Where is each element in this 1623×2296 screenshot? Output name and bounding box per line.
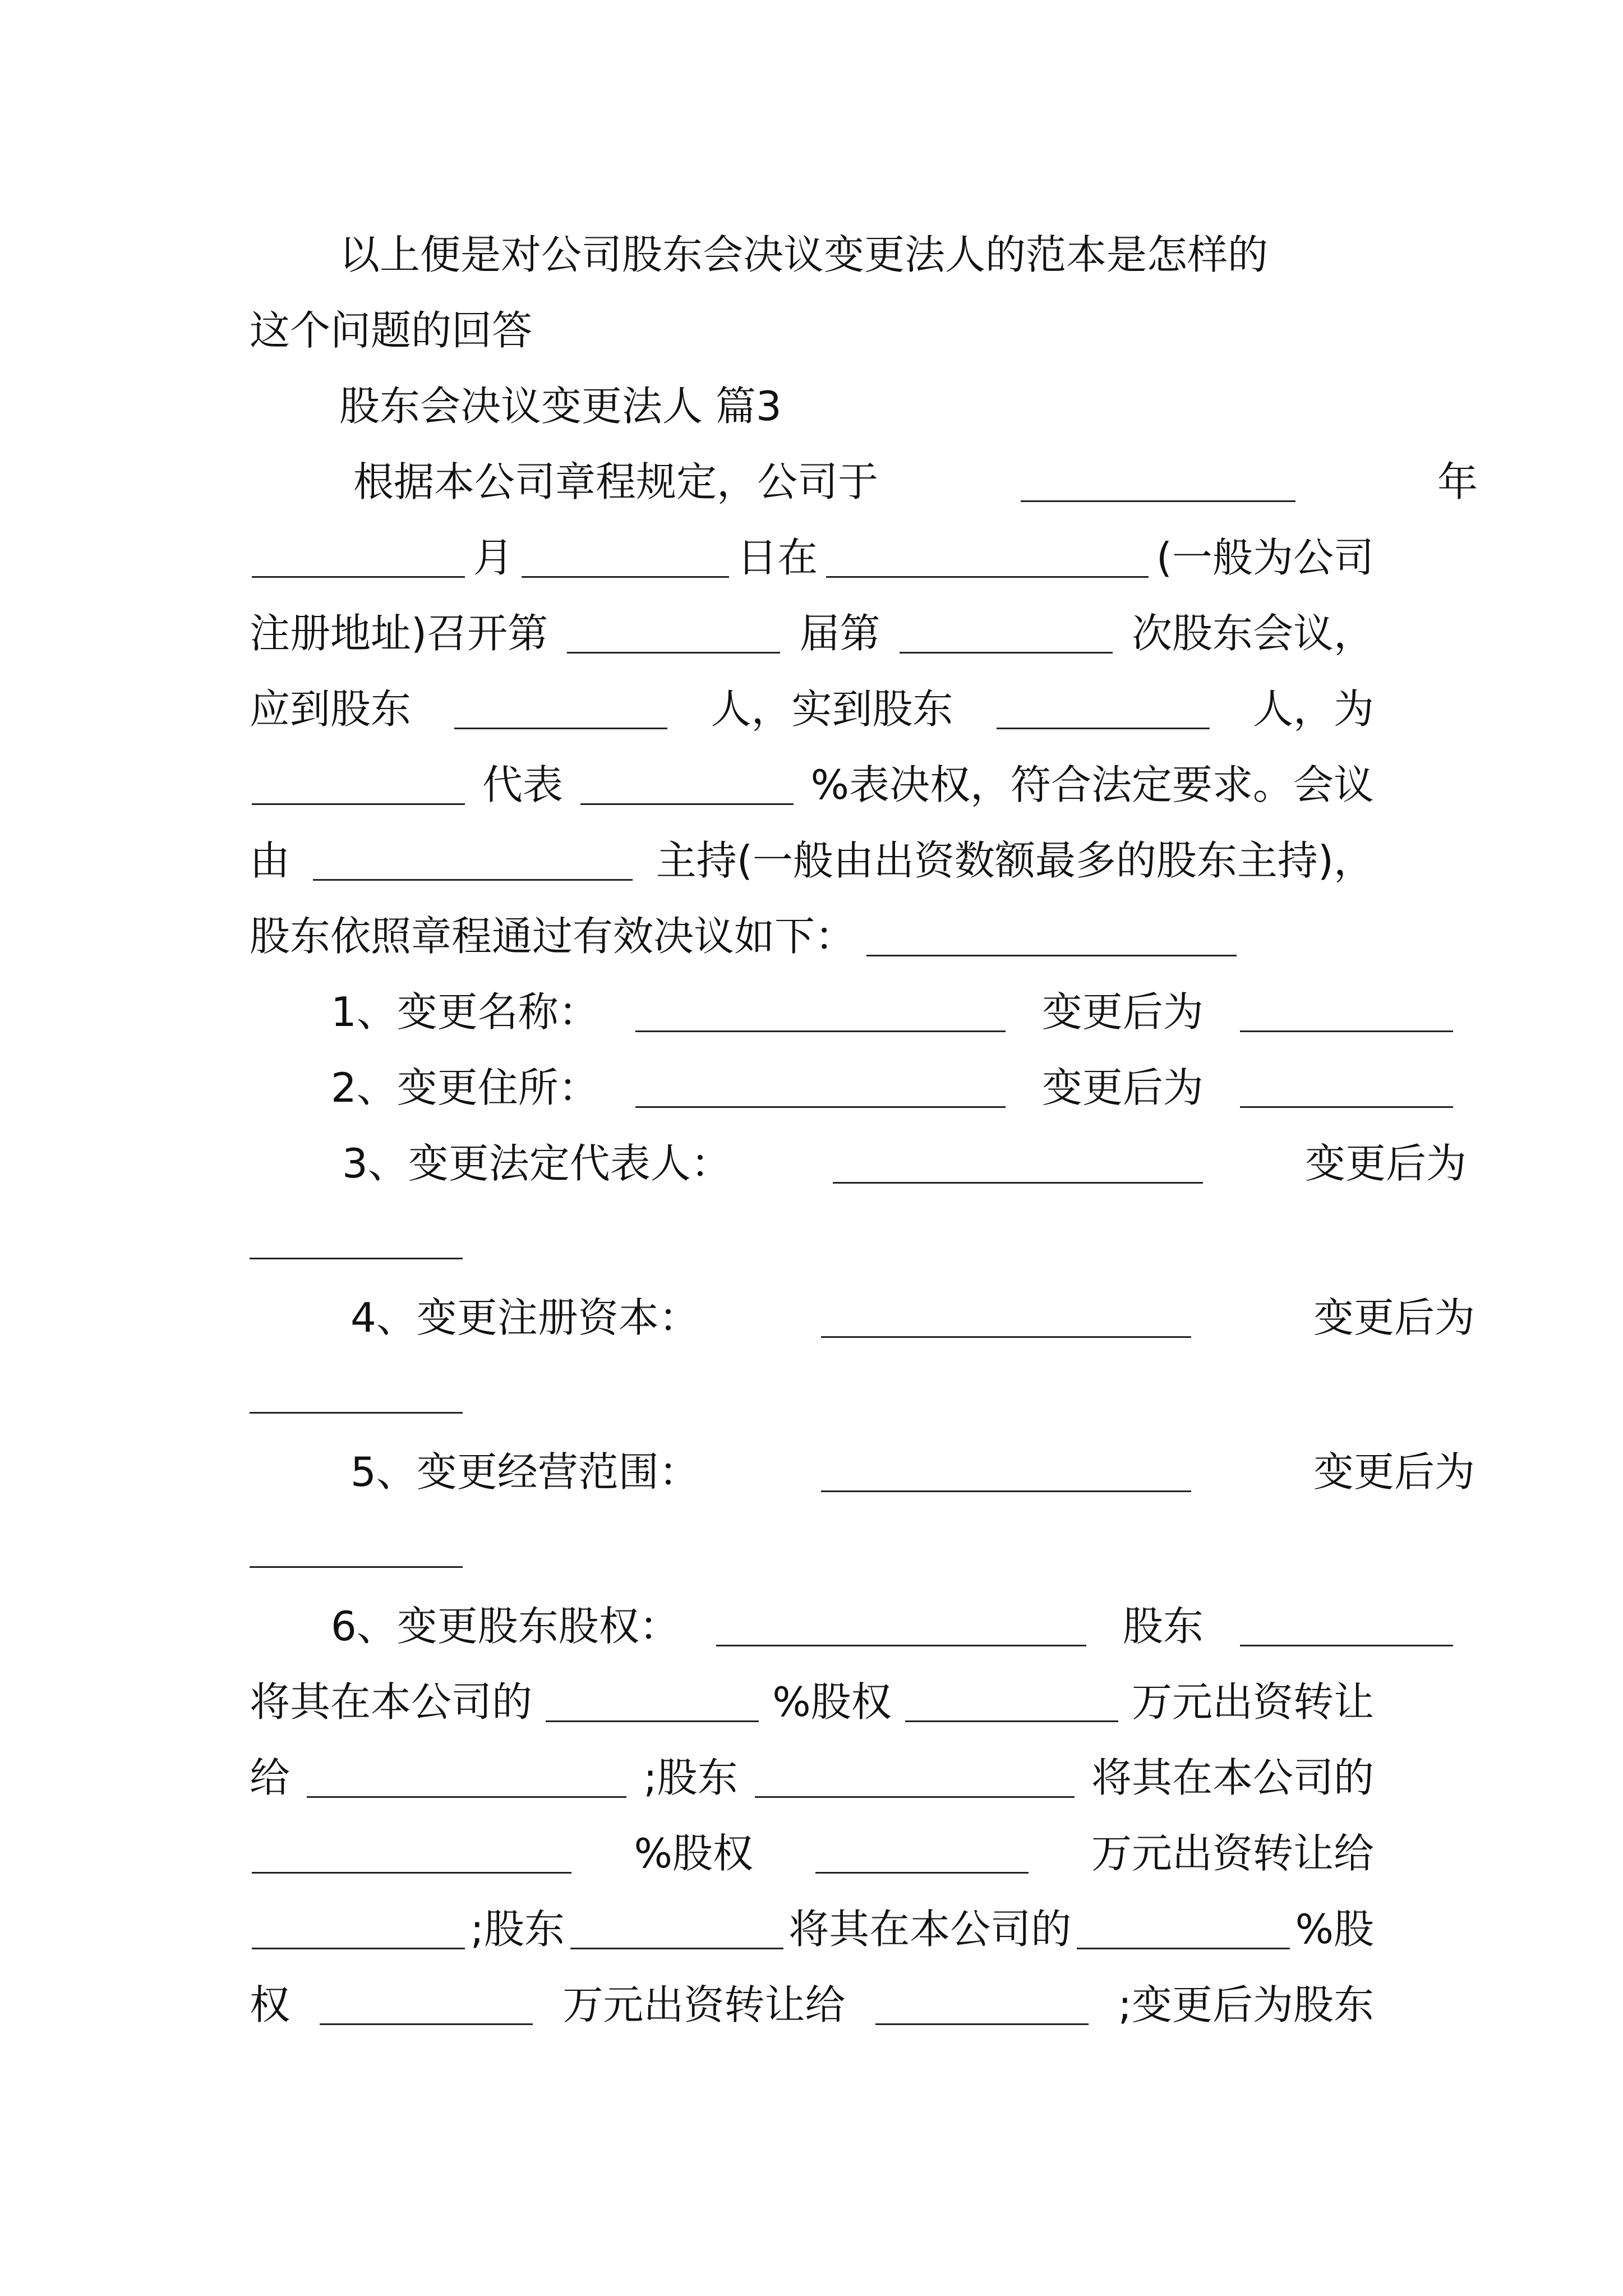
item-change-scope-cont	[250, 1501, 1374, 1568]
intro-line4	[250, 662, 1374, 733]
item-change-capital-cont	[250, 1346, 1374, 1414]
item-label: 2、变更住所：	[331, 1064, 599, 1111]
equity-text: ;股东	[643, 1754, 738, 1801]
intro-line5	[250, 738, 1374, 808]
equity-line4	[250, 1882, 1374, 1953]
expected-shareholders-blank[interactable]	[454, 698, 667, 729]
day-blank[interactable]	[522, 547, 729, 578]
item-change-legal-rep	[250, 1116, 1467, 1187]
location-blank[interactable]	[826, 547, 1149, 578]
equity-text: 权	[250, 1981, 291, 2028]
old-legal-rep-blank[interactable]	[833, 1153, 1203, 1184]
intro-line3	[250, 586, 1374, 657]
transferee-blank[interactable]	[252, 1918, 465, 1949]
equity-text: 给	[250, 1754, 291, 1801]
intro-line6	[250, 813, 1374, 884]
item-text: 变更后为	[1041, 1064, 1204, 1111]
intro-text: (一般为公司	[1156, 534, 1374, 581]
equity-text: 将其在本公司的	[1091, 1754, 1374, 1801]
old-scope-blank[interactable]	[821, 1461, 1191, 1492]
old-address-blank[interactable]	[635, 1077, 1006, 1108]
intro-text: 日在	[737, 534, 818, 581]
meeting-number-blank[interactable]	[900, 623, 1113, 654]
percent-blank[interactable]	[252, 1843, 571, 1874]
intro-text: %表决权，符合法定要求。会议	[810, 761, 1374, 808]
intro-line2	[250, 510, 1374, 581]
intro-text: 由	[250, 837, 291, 884]
intro-text: 届第	[799, 610, 880, 657]
intro-text: 应到股东	[250, 685, 412, 733]
intro-text: 股东依照章程通过有效决议如下：	[250, 913, 856, 960]
equity-text: ;股东	[470, 1906, 565, 1953]
amount-blank[interactable]	[905, 1691, 1118, 1722]
equity-text: 万元出资转让给	[1091, 1830, 1374, 1877]
item-label: 1、变更名称：	[331, 988, 599, 1036]
equity-text: 将其在本公司的	[789, 1906, 1072, 1953]
new-name-blank[interactable]	[1240, 1001, 1453, 1032]
equity-line5	[250, 1958, 1374, 2028]
chairperson-blank[interactable]	[313, 850, 633, 881]
intro-text: 人，为	[1252, 685, 1374, 733]
equity-text: ;变更后为股东	[1118, 1981, 1374, 2028]
equity-line1	[250, 1655, 1374, 1726]
item-text: 变更后为	[1313, 1448, 1475, 1496]
old-name-blank[interactable]	[635, 1001, 1006, 1032]
item-label: 3、变更法定代表人：	[342, 1140, 731, 1187]
intro-line1	[250, 435, 1478, 505]
intro-text: 人，实到股东	[711, 685, 953, 733]
shareholder-blank[interactable]	[1240, 1616, 1453, 1646]
transferee-blank[interactable]	[875, 1994, 1089, 2025]
para1-text-2: 这个问题的回答	[250, 307, 533, 354]
equity-text: %股权	[634, 1830, 753, 1877]
equity-line2	[250, 1731, 1374, 1801]
intro-text: 代表	[482, 761, 563, 808]
intro-text: 年	[1437, 458, 1478, 505]
amount-blank[interactable]	[320, 1994, 533, 2025]
new-legal-rep-blank[interactable]	[250, 1228, 463, 1259]
intro-text: 注册地址)召开第	[250, 610, 548, 657]
shareholder-blank[interactable]	[755, 1767, 1075, 1798]
item-label: 5、变更经营范围：	[351, 1448, 699, 1496]
amount-blank[interactable]	[815, 1843, 1029, 1874]
equity-text: 将其在本公司的	[250, 1678, 533, 1726]
percent-blank[interactable]	[546, 1691, 759, 1722]
intro-text: 根据本公司章程规定，公司于	[353, 458, 879, 505]
new-capital-blank[interactable]	[250, 1383, 463, 1414]
year-blank[interactable]	[1021, 471, 1295, 502]
equity-text: %股	[1295, 1906, 1374, 1953]
old-capital-blank[interactable]	[821, 1307, 1191, 1338]
transferee-blank[interactable]	[307, 1767, 626, 1798]
item-change-scope	[250, 1425, 1475, 1496]
item-change-legal-rep-cont	[250, 1192, 1374, 1259]
resolution-blank[interactable]	[866, 926, 1237, 956]
shareholder-blank[interactable]	[570, 1918, 783, 1949]
equity-line3	[250, 1806, 1374, 1877]
section-heading-text: 股东会决议变更法人 篇3	[339, 383, 782, 430]
para1-text-1: 以上便是对公司股东会决议变更法人的范本是怎样的	[339, 231, 1269, 278]
item-text: 变更后为	[1304, 1140, 1467, 1187]
item-change-capital	[250, 1271, 1475, 1341]
intro-text: 月	[473, 534, 514, 581]
intro-text: 次股东会议，	[1131, 610, 1374, 657]
representative-blank[interactable]	[252, 774, 465, 805]
item-label: 6、变更股东股权：	[331, 1603, 680, 1650]
percent-blank[interactable]	[1077, 1918, 1290, 1949]
item-change-address	[250, 1041, 1455, 1111]
present-shareholders-blank[interactable]	[997, 698, 1210, 729]
new-address-blank[interactable]	[1240, 1077, 1453, 1108]
month-blank[interactable]	[252, 547, 465, 578]
item-text: 变更后为	[1041, 988, 1204, 1036]
equity-text: 万元出资转让	[1131, 1678, 1374, 1726]
new-scope-blank[interactable]	[250, 1537, 463, 1568]
equity-blank[interactable]	[716, 1616, 1086, 1646]
para1-line2	[250, 283, 1374, 354]
intro-line7	[250, 889, 1374, 960]
intro-text: 主持(一般由出资数额最多的股东主持)，	[656, 837, 1374, 884]
item-change-name	[250, 965, 1455, 1036]
section-heading	[250, 359, 1464, 430]
voting-percent-blank[interactable]	[580, 774, 794, 805]
equity-text: 万元出资转让给	[562, 1981, 846, 2028]
session-blank[interactable]	[567, 623, 780, 654]
item-text: 变更后为	[1313, 1294, 1475, 1341]
item-change-equity	[250, 1579, 1455, 1650]
para1-line1	[250, 208, 1464, 278]
equity-text: %股权	[772, 1678, 892, 1726]
item-text: 股东	[1122, 1603, 1204, 1650]
item-label: 4、变更注册资本：	[351, 1294, 699, 1341]
